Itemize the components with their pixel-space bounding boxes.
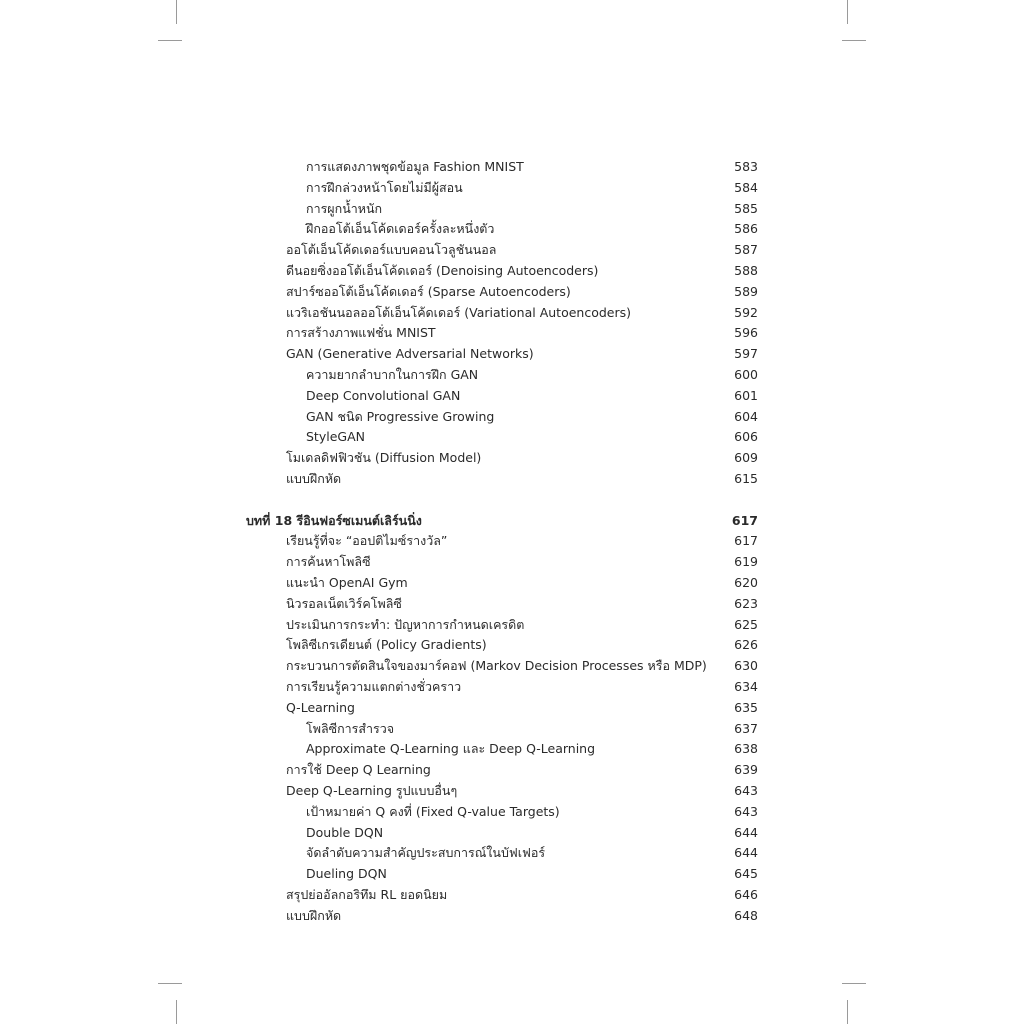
entry-title: เรียนรู้ที่จะ “ออปติไมซ์รางวัล” bbox=[286, 533, 448, 549]
entry-page-number: 584 bbox=[734, 179, 758, 195]
entry-title: สปาร์ซออโต้เอ็นโค้ดเดอร์ (Sparse Autoencoders) bbox=[286, 283, 571, 299]
entry-page-number: 606 bbox=[734, 429, 758, 445]
toc-entry bbox=[0, 386, 1024, 406]
entry-page-number: 615 bbox=[734, 471, 758, 486]
entry-title: ฝึกออโต้เอ็นโค้ดเดอร์ครั้งละหนึ่งตัว bbox=[306, 221, 495, 237]
toc-entry bbox=[0, 823, 1024, 843]
toc-entry bbox=[0, 573, 1024, 593]
toc-entry bbox=[0, 199, 1024, 219]
entry-page-number: 625 bbox=[734, 616, 758, 632]
toc-entry bbox=[0, 157, 1024, 177]
entry-page-number: 585 bbox=[734, 200, 758, 216]
entry-title: บทที่ 18 รีอินฟอร์ซเมนต์เลิร์นนิ่ง bbox=[246, 512, 422, 528]
entry-title: Q-Learning bbox=[286, 699, 355, 715]
toc-entry bbox=[0, 344, 1024, 364]
entry-page-number: 644 bbox=[734, 845, 758, 861]
entry-page-number: 637 bbox=[734, 720, 758, 736]
entry-title: การเรียนรู้ความแตกต่างชั่วคราว bbox=[286, 679, 462, 694]
toc-entry bbox=[0, 739, 1024, 759]
toc-entry bbox=[0, 781, 1024, 801]
entry-title: โพลิซีการสำรวจ bbox=[306, 720, 395, 736]
entry-page-number: 626 bbox=[734, 637, 758, 653]
toc-entry bbox=[0, 448, 1024, 468]
entry-page-number: 609 bbox=[734, 450, 758, 466]
toc-entry bbox=[0, 615, 1024, 635]
entry-title: แวริเอชันนอลออโต้เอ็นโค้ดเดอร์ (Variational Autoencoders) bbox=[286, 304, 632, 320]
toc-entry bbox=[0, 698, 1024, 718]
entry-page-number: 600 bbox=[734, 367, 758, 382]
entry-title: แบบฝึกหัด bbox=[286, 471, 342, 486]
entry-title: ประเมินการกระทำ: ปัญหาการกำหนดเครดิต bbox=[286, 616, 525, 632]
toc-entry bbox=[0, 323, 1024, 343]
toc-entry bbox=[0, 906, 1024, 926]
entry-page-number: 644 bbox=[734, 824, 758, 840]
toc-entry bbox=[0, 594, 1024, 614]
toc-entry bbox=[0, 178, 1024, 198]
toc-entry bbox=[0, 677, 1024, 697]
entry-page-number: 630 bbox=[734, 658, 758, 674]
entry-title: โพลิซีเกรเดียนต์ (Policy Gradients) bbox=[286, 637, 487, 653]
entry-page-number: 597 bbox=[734, 346, 758, 362]
entry-page-number: 646 bbox=[734, 887, 758, 902]
entry-page-number: 635 bbox=[734, 699, 758, 715]
entry-page-number: 586 bbox=[734, 221, 758, 237]
entry-page-number: 592 bbox=[734, 304, 758, 320]
entry-page-number: 634 bbox=[734, 679, 758, 694]
entry-page-number: 639 bbox=[734, 762, 758, 778]
entry-page-number: 643 bbox=[734, 803, 758, 819]
entry-title: Deep Convolutional GAN bbox=[306, 387, 461, 403]
entry-title: แบบฝึกหัด bbox=[286, 907, 342, 923]
entry-title: Deep Q-Learning รูปแบบอื่นๆ bbox=[286, 783, 458, 798]
entry-title: GAN ชนิด Progressive Growing bbox=[306, 408, 495, 424]
entry-page-number: 601 bbox=[734, 387, 758, 403]
entry-title: StyleGAN bbox=[306, 429, 365, 445]
toc-entry bbox=[0, 635, 1024, 655]
entry-title: การแสดงภาพชุดข้อมูล Fashion MNIST bbox=[306, 159, 524, 174]
toc-entry bbox=[0, 656, 1024, 676]
chapter-heading bbox=[0, 511, 1024, 531]
entry-title: สรุปย่ออัลกอริทึม RL ยอดนิยม bbox=[286, 887, 448, 902]
toc-entry bbox=[0, 719, 1024, 739]
entry-page-number: 583 bbox=[734, 159, 758, 174]
entry-page-number: 648 bbox=[734, 907, 758, 923]
entry-title: เป้าหมายค่า Q คงที่ (Fixed Q-value Targets) bbox=[306, 803, 560, 819]
toc-entry bbox=[0, 219, 1024, 239]
entry-page-number: 588 bbox=[734, 263, 758, 278]
toc-entry bbox=[0, 407, 1024, 427]
toc-entry bbox=[0, 552, 1024, 572]
entry-title: แนะนำ OpenAI Gym bbox=[286, 575, 408, 590]
entry-page-number: 617 bbox=[731, 512, 758, 528]
entry-page-number: 587 bbox=[734, 242, 758, 258]
entry-title: ดีนอยซิ่งออโต้เอ็นโค้ดเดอร์ (Denoising Autoencoders) bbox=[286, 263, 599, 278]
toc-entry bbox=[0, 365, 1024, 385]
toc-entry bbox=[0, 427, 1024, 447]
entry-title: การค้นหาโพลิซี bbox=[286, 554, 371, 570]
entry-title: การผูกน้ำหนัก bbox=[306, 200, 383, 216]
entry-page-number: 638 bbox=[734, 741, 758, 757]
toc-entry bbox=[0, 802, 1024, 822]
entry-title: กระบวนการตัดสินใจของมาร์คอฟ (Markov Decision Processes หรือ MDP) bbox=[286, 658, 707, 674]
toc-entry bbox=[0, 531, 1024, 551]
entry-title: โมเดลดิฟฟิวชัน (Diffusion Model) bbox=[286, 450, 482, 466]
entry-title: จัดลำดับความสำคัญประสบการณ์ในบัฟเฟอร์ bbox=[306, 845, 546, 861]
entry-page-number: 619 bbox=[734, 554, 758, 570]
entry-title: ออโต้เอ็นโค้ดเดอร์แบบคอนโวลูชันนอล bbox=[286, 242, 497, 258]
entry-page-number: 643 bbox=[734, 783, 758, 798]
entry-page-number: 604 bbox=[734, 408, 758, 424]
toc-entry bbox=[0, 282, 1024, 302]
entry-title: การใช้ Deep Q Learning bbox=[286, 762, 431, 778]
toc-entry bbox=[0, 864, 1024, 884]
entry-title: ความยากลำบากในการฝึก GAN bbox=[306, 367, 479, 382]
toc-entry bbox=[0, 261, 1024, 281]
toc-entry bbox=[0, 303, 1024, 323]
entry-page-number: 623 bbox=[734, 595, 758, 611]
toc-entry bbox=[0, 885, 1024, 905]
entry-title: การสร้างภาพแฟชั่น MNIST bbox=[286, 325, 436, 341]
entry-page-number: 617 bbox=[734, 533, 758, 549]
toc-entry bbox=[0, 469, 1024, 489]
entry-title: GAN (Generative Adversarial Networks) bbox=[286, 346, 534, 362]
entry-page-number: 596 bbox=[734, 325, 758, 341]
toc-entry bbox=[0, 760, 1024, 780]
entry-title: Double DQN bbox=[306, 824, 384, 840]
toc-entry bbox=[0, 843, 1024, 863]
entry-page-number: 589 bbox=[734, 283, 758, 299]
toc-entry bbox=[0, 240, 1024, 260]
entry-page-number: 620 bbox=[734, 575, 758, 590]
entry-title: Dueling DQN bbox=[306, 866, 387, 882]
entry-title: Approximate Q-Learning และ Deep Q-Learning bbox=[306, 741, 596, 757]
entry-page-number: 645 bbox=[734, 866, 758, 882]
entry-title: นิวรอลเน็ตเวิร์คโพลิซี bbox=[286, 595, 402, 611]
entry-title: การฝึกล่วงหน้าโดยไม่มีผู้สอน bbox=[306, 179, 463, 195]
